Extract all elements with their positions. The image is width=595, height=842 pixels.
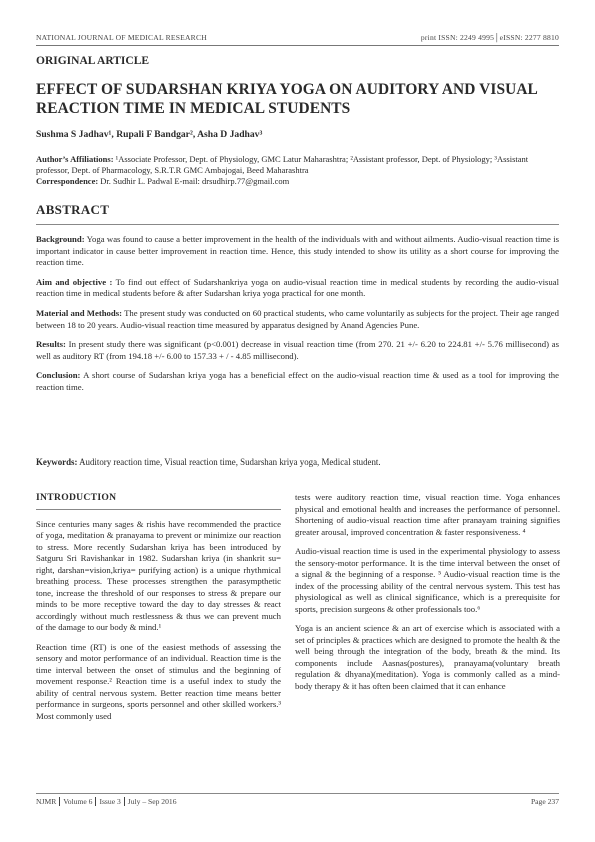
issn-info: print ISSN: 2249 4995│eISSN: 2277 8810 [420, 33, 559, 42]
intro-paragraph-1: Since centuries many sages & rishis have recommended the practice of yoga, meditation & pranayama to prevent or minimize our reaction to stress. More recently Sudarshan kriya has been introduced by Satguru Sri Ravishankar in 1982. Sudarshan kriya (in shankrit su= right, darshan=vision,kriya= purifying action) is a unique rhythmical breathing process. These processes strengthen the parasympthetic tone, increase the threshold of our responses to stress & prepare our minds to be more receptive toward the day to day stresses & react accordingly without much restlessness & thus we can prevent much of the damage to our body & mind.¹ [36, 518, 281, 632]
abstract-aim [36, 277, 559, 300]
abstract-body [36, 234, 559, 402]
footer-issue: Issue 3 [99, 797, 121, 806]
background-label: Background: [36, 234, 85, 244]
abstract-background [36, 234, 559, 269]
aim-text: To find out effect of Sudarshankriya yoga on audio-visual reaction time in medical students by recording the audio-visual reaction time in medical students before & after Sudarshan kriya yoga practical for one month. [36, 276, 559, 299]
methods-text: The present study was conducted on 60 practical students, who came voluntarily as subjects for the project. Their age ranged between 18 to 20 years. Audio-visual reaction time measured by apparatus designed by Anand Agencies Pune. [36, 307, 559, 330]
correspondence-text: Dr. Sudhir L. Padwal E-mail: drsudhirp.77@gmail.com [98, 176, 290, 186]
article-type-label: ORIGINAL ARTICLE [36, 55, 150, 67]
intro-paragraph-3: tests were auditory reaction time, visual reaction time. Yoga enhances physical and emotional health and increases the performance of personnel. Shortening of audio-visual reaction time after pranayam training signifies greater arousal, improved concentration & faster responsiveness. ⁴ [295, 492, 560, 537]
affiliations-label: Author’s Affiliations: [36, 154, 114, 164]
page-number: Page 237 [530, 797, 559, 806]
conclusion-text: A short course of Sudarshan kriya yoga has a beneficial effect on the audio-visual reaction time & used as a tool for improving the reaction time. [36, 370, 559, 392]
introduction-divider [36, 509, 281, 510]
author-list: Sushma S Jadhav¹, Rupali F Bandgar², Asha D Jadhav³ [36, 129, 263, 140]
keywords [36, 457, 559, 467]
affiliations-text: ¹Associate Professor, Dept. of Physiology, GMC Latur Maharashtra; ²Assistant professor, Dept. of Physiology; ³Assistant professor, Dept. of Pharmacology, S.R.T.R GMC Ambajogai, Beed Maharashtra [36, 154, 529, 175]
intro-paragraph-2: Reaction time (RT) is one of the easiest methods of assessing the sensory and motor performance of an individual. Reaction time is the time interval between the onset of stimulus and the beginning of movement response.² Reaction time is a useful index to study the ability of central nervous system. Better reaction time means better performance in surgeons, sports personnel and other skilled workers.³ Most commonly used [36, 641, 281, 721]
results-text: In present study there was significant (p<0.001) decrease in visual reaction time (from 270. 21 +/- 6.20 to 224.81 +/- 5.76 millisecond) as well as auditory RT (from 194.18 +/- 6.00 to 157.33 + / - 4.85 millisecond). [36, 339, 559, 361]
intro-paragraph-4: Audio-visual reaction time is used in the experimental physiology to assess the sensory-motor performance. It is the time interval between the onset of a signal & the beginning of a response. ⁵ Audio-visual reaction time is the index of the processing ability of the central nervous system. This test has physiological as well as clinical significance, which is a prerequisite for sports, precision surgeons & other professionals too.⁶ [295, 546, 560, 614]
abstract-results [36, 339, 559, 362]
correspondence-label: Correspondence: [36, 176, 99, 186]
footer-volume: Volume 6 [63, 797, 93, 806]
footer-divider [36, 793, 559, 794]
header-divider [36, 45, 559, 46]
introduction-heading: INTRODUCTION [36, 492, 117, 503]
results-label: Results: [36, 339, 66, 350]
article-title: EFFECT OF SUDARSHAN KRIYA YOGA ON AUDITORY AND VISUAL REACTION TIME IN MEDICAL STUDENTS [36, 81, 538, 117]
footer-date: July – Sep 2016 [127, 797, 177, 806]
keywords-text: Auditory reaction time, Visual reaction time, Sudarshan kriya yoga, Medical student. [77, 457, 381, 467]
abstract-divider [36, 224, 559, 225]
keywords-label: Keywords: [36, 457, 78, 467]
journal-name: NATIONAL JOURNAL OF MEDICAL RESEARCH [36, 33, 207, 42]
affiliations-block [36, 154, 559, 187]
conclusion-label: Conclusion: [36, 370, 81, 381]
methods-label: Material and Methods: [36, 307, 123, 318]
intro-paragraph-5: Yoga is an ancient science & an art of exercise which is associated with a set of principles & practices which are designed to promote the health & the well being through the integration of the body, breath & the mind. Its components include Aasnas(postures), pranayama(voluntary breath regulation & dhyana)(meditation). Yoga is commonly called as a mind-body therapy & it has often been claimed that it can enhance [295, 623, 560, 691]
footer-journal: NJMR [36, 797, 57, 806]
abstract-methods [36, 308, 559, 331]
footer-citation [36, 797, 177, 806]
abstract-heading: ABSTRACT [36, 202, 110, 217]
abstract-conclusion [36, 370, 559, 393]
aim-label: Aim and objective : [36, 276, 113, 287]
right-column [295, 492, 560, 700]
background-text: Yoga was found to cause a better improvement in the health of the individuals with and without ailments. Audio-visual reaction time is important indicator in cause better improvement in reaction time. Hence, this study intended to show its utility as a short course for improving the reaction time. [36, 234, 559, 268]
left-column [36, 492, 281, 730]
running-header [36, 33, 559, 42]
